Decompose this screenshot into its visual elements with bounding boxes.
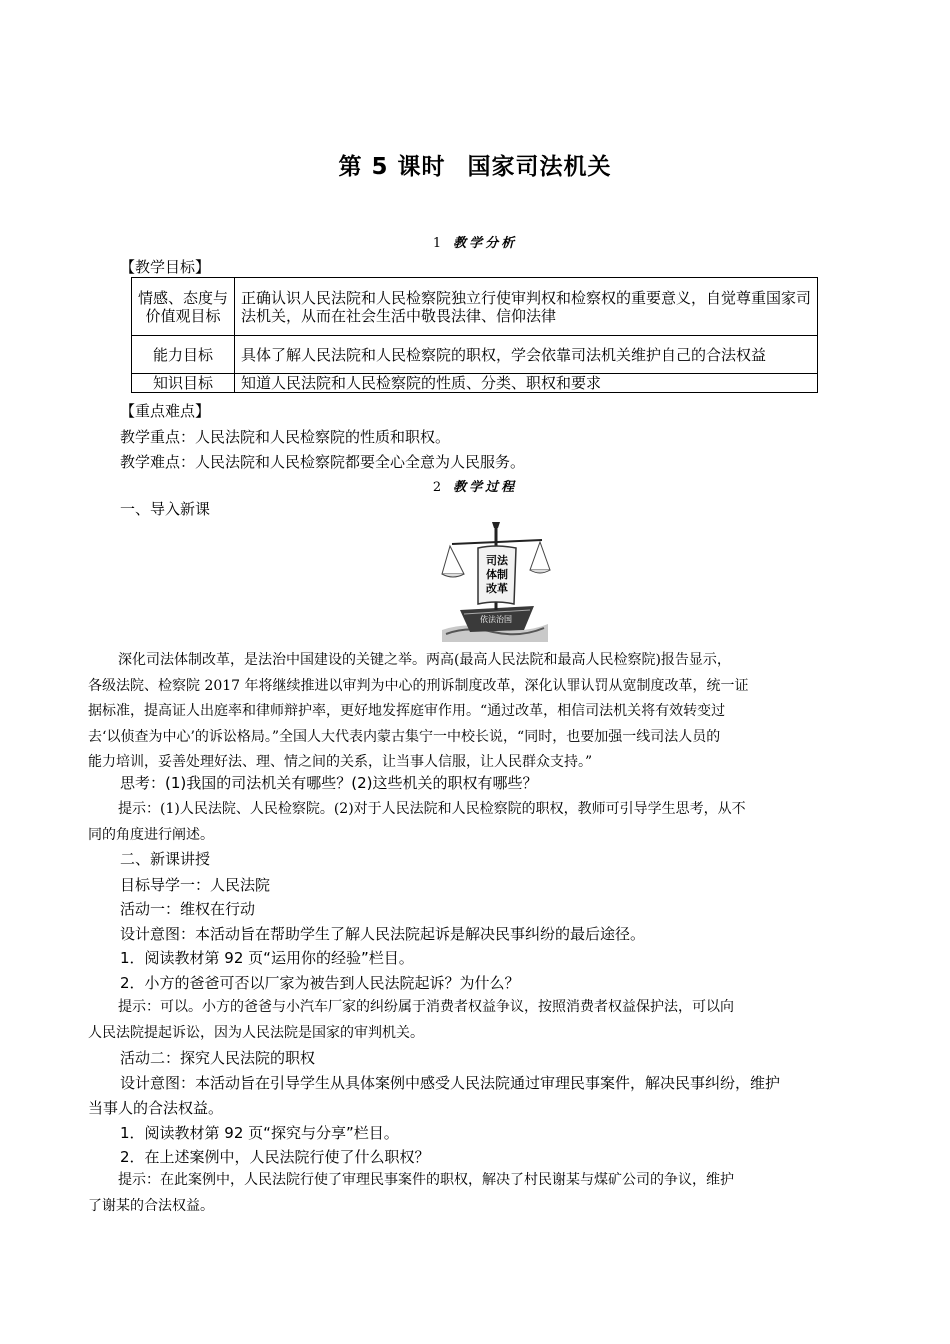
paragraph-line: 提示：在此案例中，人民法院行使了审理民事案件的职权，解决了村民谢某与煤矿公司的争议，维护 [118,1172,734,1188]
ship-text: 依法治国 [480,615,512,624]
paragraph-line: 能力培训，妥善处理好法、理、情之间的关系，让当事人信服，让人民群众支持。” [88,754,593,771]
section-number: 2 [432,480,442,495]
activity-1-question-1: 1．阅读教材第 92 页“运用你的经验”栏目。 [120,949,414,967]
design-intent-2-line-1: 设计意图：本活动旨在引导学生从具体案例中感受人民法院通过审理民事案件，解决民事纠纷，维护 [120,1074,781,1092]
key-point: 教学重点：人民法院和人民检察院的性质和职权。 [120,428,451,446]
table-row [132,278,818,336]
table-row [132,374,818,393]
pan-left-bowl [442,574,464,577]
design-intent-1: 设计意图：本活动旨在帮助学生了解人民法院起诉是解决民事纠纷的最后途径。 [120,925,646,943]
key-points-heading: 【重点难点】 [120,402,211,420]
paragraph-line: 提示：可以。小方的爸爸与小汽车厂家的纠纷属于消费者权益争议，按照消费者权益保护法，可以向 [118,999,734,1015]
activity-1-question-2: 2．小方的爸爸可否以厂家为被告到人民法院起诉？为什么？ [120,974,520,992]
section-heading-analysis [0,232,950,251]
hint-paragraph-2 [88,995,864,1046]
intro-paragraph [88,648,864,776]
sail-text-line: 改革 [486,582,508,595]
activity-1-heading: 活动一：维权在行动 [120,900,256,918]
activity-2-question-2: 2．在上述案例中，人民法院行使了什么职权？ [120,1148,430,1166]
section-number: 1 [432,236,442,251]
section-heading-process [0,476,950,495]
paragraph-line: 了谢某的合法权益。 [88,1197,214,1214]
intro-heading: 一、导入新课 [120,500,211,518]
goal-content: 具体了解人民法院和人民检察院的职权，学会依靠司法机关维护自己的合法权益 [235,336,818,374]
goal-label: 能力目标 [132,336,235,374]
section-title: 教学分析 [453,236,518,251]
page-title [0,148,950,181]
scale-pan-right [530,542,550,570]
scale-pan-left [442,546,464,574]
goal-label: 知识目标 [132,374,235,393]
activity-2-question-1: 1．阅读教材第 92 页“探究与分享”栏目。 [120,1124,399,1142]
table-row [132,336,818,374]
hint-paragraph-3 [88,1168,864,1219]
sail-text-line: 体制 [486,568,508,581]
sail-text-line: 司法 [486,554,508,567]
section-title: 教学过程 [453,480,518,495]
title-topic: 国家司法机关 [467,154,612,180]
hint-paragraph-1 [88,797,864,848]
paragraph-line: 各级法院、检察院 2017 年将继续推进以审判为中心的刑诉制度改革，深化认罪认罚从宽制度改革，统一证 [88,677,749,694]
mast-top [492,522,500,528]
goal-content: 知道人民法院和人民检察院的性质、分类、职权和要求 [235,374,818,393]
paragraph-line: 提示：(1)人民法院、人民检察院。(2)对于人民法院和人民检察院的职权，教师可引导学生思考，从不 [118,801,746,817]
judicial-reform-ship-illustration [438,518,552,644]
goals-table [131,277,818,393]
goal-label: 情感、态度与价值观目标 [132,278,235,336]
paragraph-line: 人民法院提起诉讼，因为人民法院是国家的审判机关。 [88,1024,424,1041]
new-lesson-heading: 二、新课讲授 [120,850,211,868]
paragraph-line: 据标准，提高证人出庭率和律师辩护率，更好地发挥庭审作用。“通过改革，相信司法机关将有效转变过 [88,703,726,720]
paragraph-line: 深化司法体制改革，是法治中国建设的关键之举。两高(最高人民法院和最高人民检察院)报告显示， [118,652,731,668]
paragraph-line: 去‘以侦查为中心’的诉讼格局。”全国人大代表内蒙古集宁一中校长说，“同时，也要加强一线司法人员的 [88,728,721,745]
paragraph-line: 同的角度进行阐述。 [88,826,214,843]
teaching-goals-heading: 【教学目标】 [120,258,211,276]
goal-content: 正确认识人民法院和人民检察院独立行使审判权和检察权的重要意义，自觉尊重国家司法机关，从而在社会生活中敬畏法律、信仰法律 [235,278,818,336]
goal-1-heading: 目标导学一：人民法院 [120,876,271,894]
difficult-point: 教学难点：人民法院和人民检察院都要全心全意为人民服务。 [120,453,526,471]
design-intent-2-line-2: 当事人的合法权益。 [88,1099,224,1117]
think-question: 思考：(1)我国的司法机关有哪些？(2)这些机关的职权有哪些？ [120,774,538,792]
pan-right-bowl [530,570,550,573]
title-lesson-number: 第 5 课时 [338,154,446,180]
activity-2-heading: 活动二：探究人民法院的职权 [120,1049,316,1067]
